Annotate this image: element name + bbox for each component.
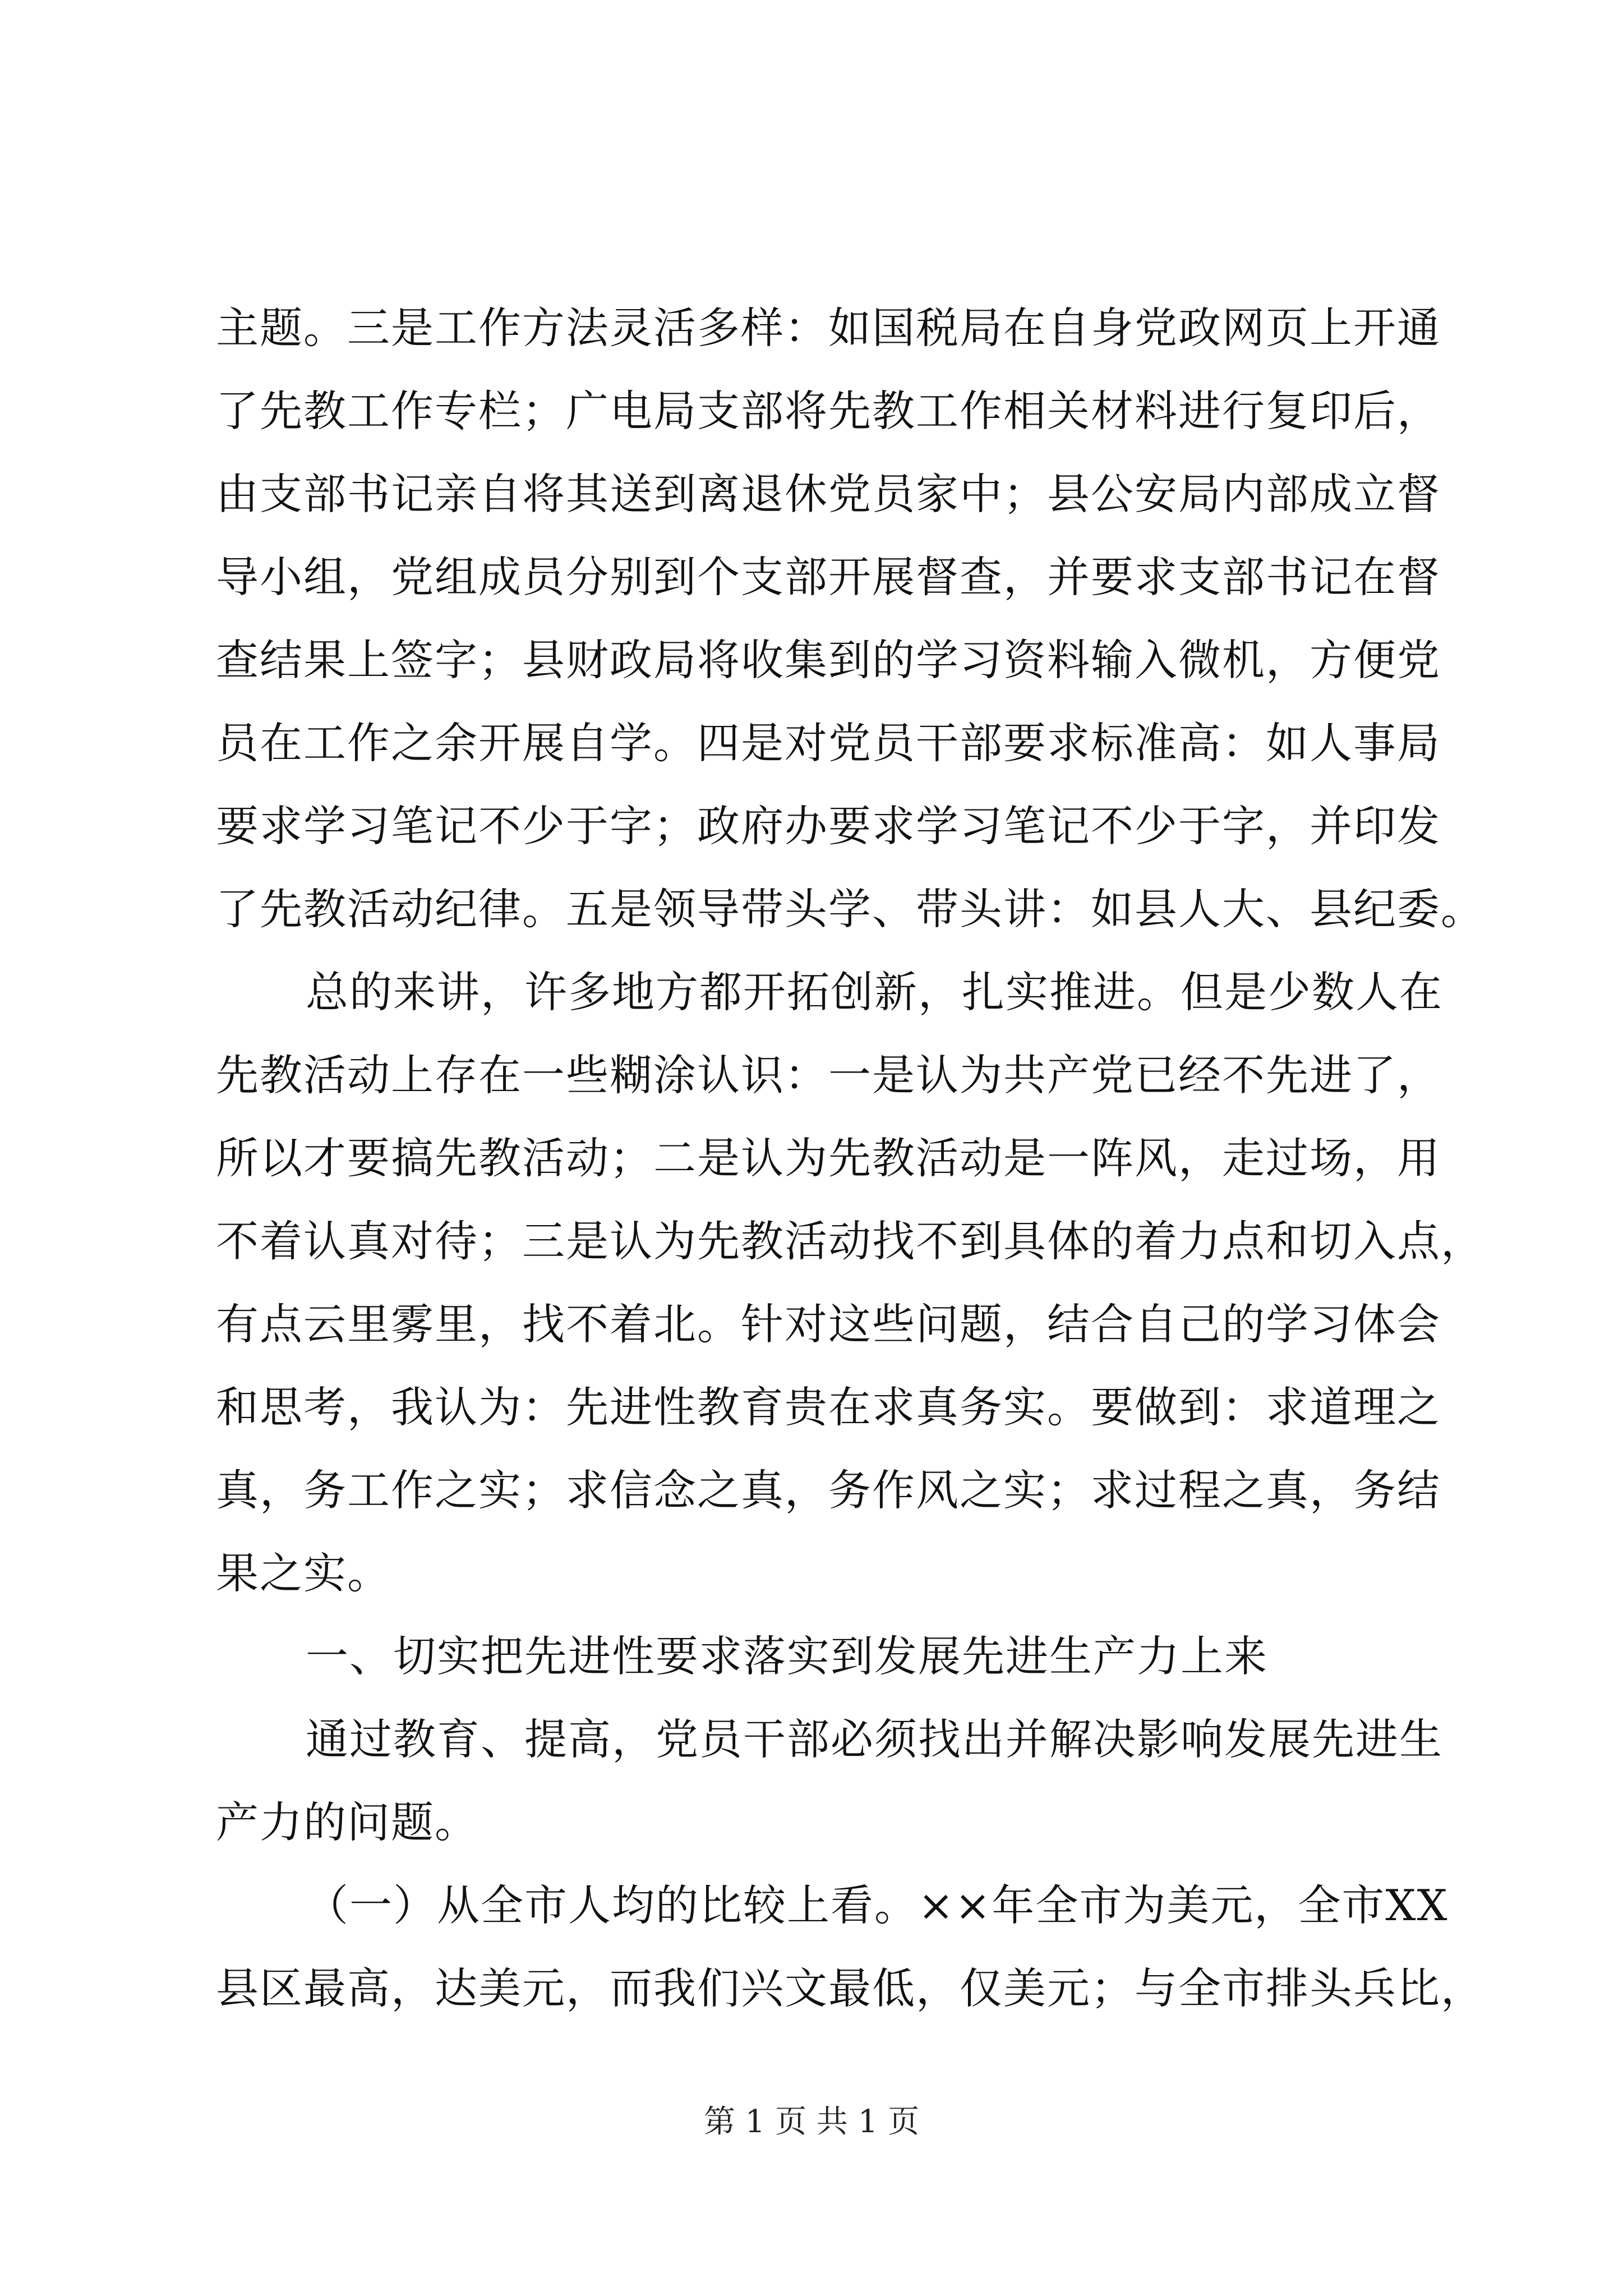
body-text-line: 员在工作之余开展自学。四是对党员干部要求标准高：如人事局 [216, 718, 1441, 768]
section-heading: 一、切实把先进性要求落实到发展先进生产力上来 [306, 1631, 1268, 1681]
body-text-line: 有点云里雾里，找不着北。针对这些问题，结合自己的学习体会 [216, 1299, 1441, 1349]
body-text-line: 先教活动上存在一些糊涂认识：一是认为共产党已经不先进了， [216, 1050, 1441, 1100]
body-text-line: 不着认真对待；三是认为先教活动找不到具体的着力点和切入点， [216, 1216, 1484, 1266]
body-text-line: 查结果上签字；县财政局将收集到的学习资料输入微机，方便党 [216, 635, 1441, 685]
body-text-line: 主题。三是工作方法灵活多样：如国税局在自身党政网页上开通 [216, 303, 1441, 353]
body-text-line: 果之实。 [216, 1548, 391, 1598]
body-text-line: 县区最高，达美元，而我们兴文最低，仅美元；与全市排头兵比， [216, 1963, 1484, 2013]
paragraph-first-line: 总的来讲，许多地方都开拓创新，扎实推进。但是少数人在 [306, 967, 1443, 1017]
body-text-line: 导小组，党组成员分别到个支部开展督查，并要求支部书记在督 [216, 552, 1441, 602]
body-text-line: 由支部书记亲自将其送到离退休党员家中；县公安局内部成立督 [216, 469, 1441, 519]
paragraph-first-line: 通过教育、提高，党员干部必须找出并解决影响发展先进生 [306, 1714, 1443, 1764]
body-text-line: 产力的问题。 [216, 1797, 478, 1847]
body-text-line: 了先教活动纪律。五是领导带头学、带头讲：如县人大、县纪委。 [216, 884, 1484, 934]
body-text-line: 了先教工作专栏；广电局支部将先教工作相关材料进行复印后， [216, 386, 1441, 436]
subsection-first-line: （一）从全市人均的比较上看。××年全市为美元，全市XX [306, 1880, 1449, 1930]
page-number-footer: 第 1 页 共 1 页 [703, 2104, 920, 2140]
body-text-line: 所以才要搞先教活动；二是认为先教活动是一阵风，走过场，用 [216, 1133, 1441, 1183]
body-text-line: 要求学习笔记不少于字；政府办要求学习笔记不少于字，并印发 [216, 801, 1441, 851]
body-text-line: 和思考，我认为：先进性教育贵在求真务实。要做到：求道理之 [216, 1382, 1441, 1432]
body-text-line: 真，务工作之实；求信念之真，务作风之实；求过程之真，务结 [216, 1465, 1441, 1515]
